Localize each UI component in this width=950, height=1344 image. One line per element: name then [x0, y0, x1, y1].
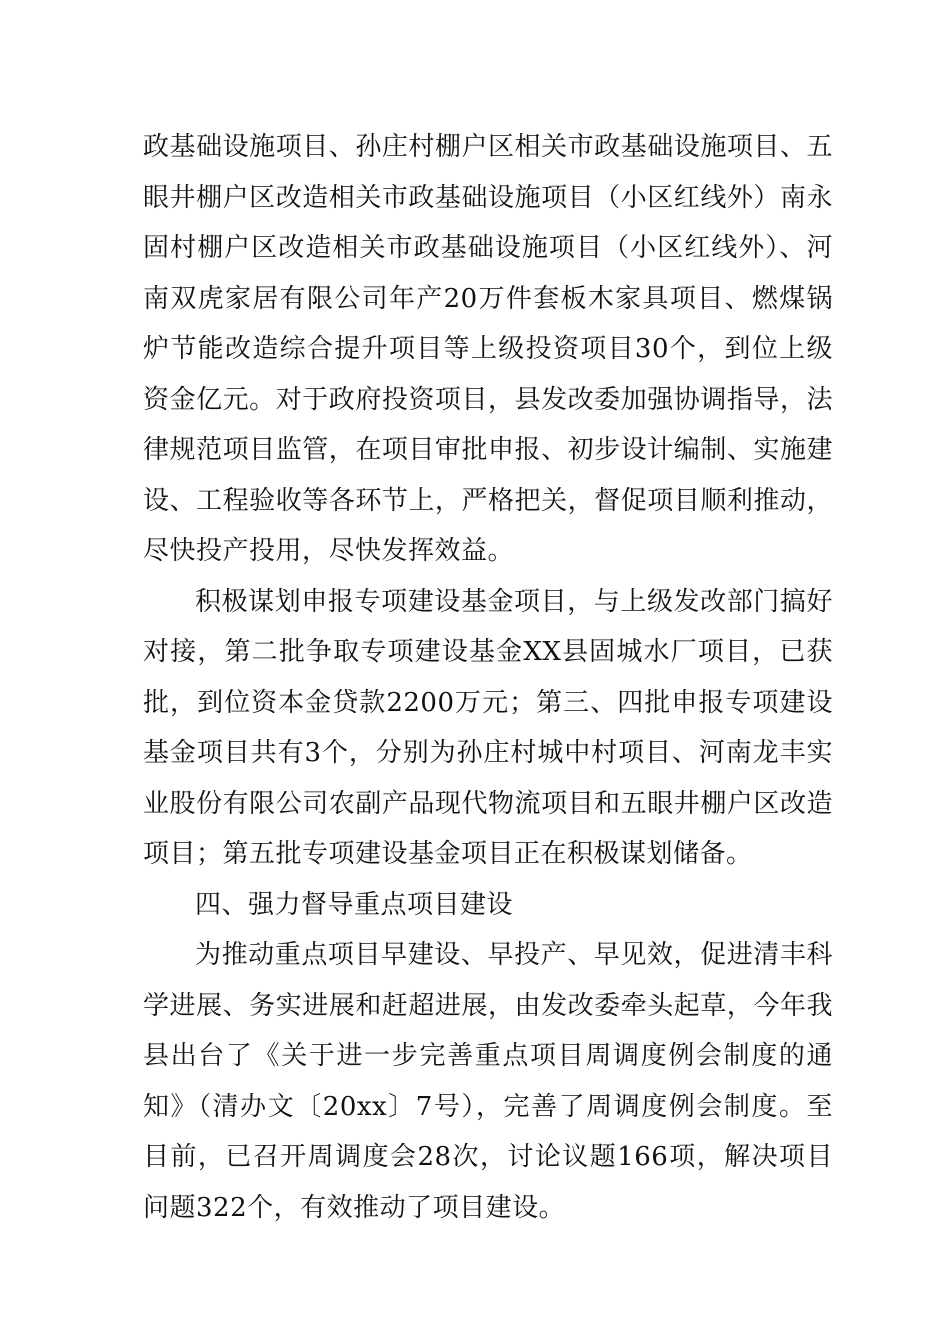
paragraph-special-fund: 积极谋划申报专项建设基金项目，与上级发改部门搞好对接，第二批争取专项建设基金XX县固城水厂项目，已获批，到位资本金贷款2200万元；第三、四批申报专项建设基金项目共有3个，分别为孙庄村城中村项目、河南龙丰实业股份有限公司农副产品现代物流项目和五眼井棚户区改造项目；第五批专项建设基金项目正在积极谋划储备。: [143, 586, 833, 869]
paragraph-key-projects: 为推动重点项目早建设、早投产、早见效，促进清丰科学进展、务实进展和赶超进展，由发改委牵头起草，今年我县出台了《关于进一步完善重点项目周调度例会制度的通知》（清办文〔20xx〕7号），完善了周调度例会制度。至目前，已召开周调度会28次，讨论议题166项，解决项目问题322个，有效推动了项目建设。: [143, 940, 833, 1223]
section-heading: 四、强力督导重点项目建设: [195, 889, 514, 920]
document-body: [143, 122, 833, 1233]
paragraph-continued: 政基础设施项目、孙庄村棚户区相关市政基础设施项目、五眼井棚户区改造相关市政基础设施项目（小区红线外）南永固村棚户区改造相关市政基础设施项目（小区红线外）、河南双虎家居有限公司年产20万件套板木家具项目、燃煤锅炉节能改造综合提升项目等上级投资项目30个，到位上级资金亿元。对于政府投资项目，县发改委加强协调指导，法律规范项目监管，在项目审批申报、初步设计编制、实施建设、工程验收等各环节上，严格把关，督促项目顺利推动，尽快投产投用，尽快发挥效益。: [143, 132, 833, 566]
